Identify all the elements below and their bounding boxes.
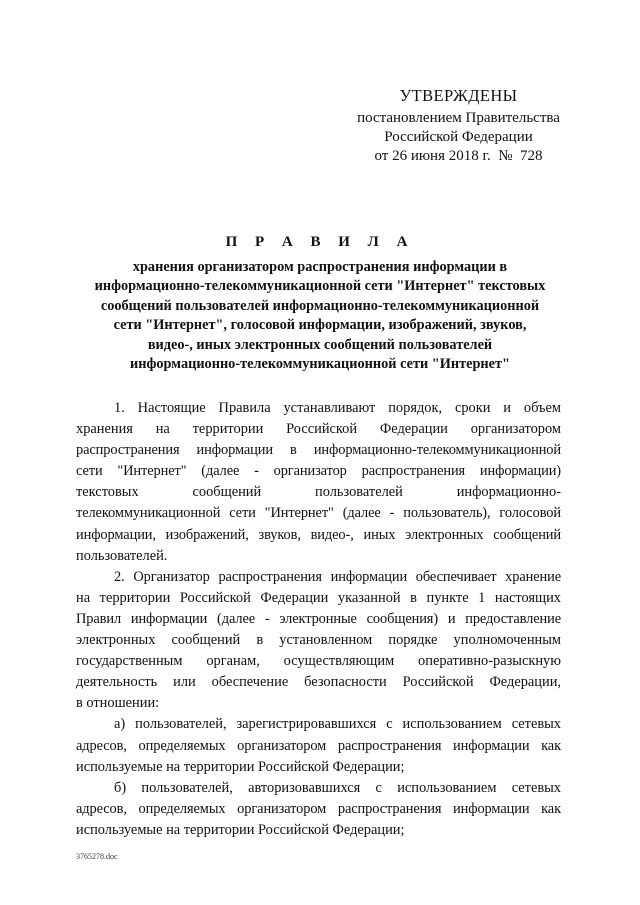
text-line: информации, изображений, звуков, видео-, иных электронных сообщений bbox=[76, 526, 561, 543]
text-line: текстовых сообщений пользователей информационно- bbox=[76, 484, 561, 501]
text-line: телекоммуникационной сети "Интернет" (далее - пользователь), голосовой bbox=[76, 505, 561, 522]
paragraph-4 bbox=[76, 778, 561, 841]
text-line: в отношении: bbox=[76, 695, 160, 712]
subtitle-line: сети "Интернет", голосовой информации, изображений, звуков, bbox=[113, 317, 527, 334]
paragraph-2 bbox=[76, 567, 561, 715]
document-body bbox=[76, 398, 561, 841]
text-line: используемые на территории Российской Федерации; bbox=[76, 758, 405, 775]
subtitle-line: информационно-телекоммуникационной сети "Интернет" текстовых bbox=[94, 278, 546, 295]
subtitle-line: сообщений пользователей информационно-телекоммуникационной bbox=[100, 297, 540, 314]
text-line: адресов, определяемых организатором распространения информации как bbox=[76, 800, 561, 817]
text-line: б) пользователей, авторизовавшихся с использованием сетевых bbox=[114, 779, 561, 796]
subtitle-line: видео-, иных электронных сообщений пользователей bbox=[147, 336, 493, 353]
approval-block bbox=[336, 85, 581, 166]
file-name-footer: 3765278.doc bbox=[76, 852, 118, 861]
text-line: а) пользователей, зарегистрировавшихся с использованием сетевых bbox=[114, 716, 561, 733]
text-line: электронных сообщений в установленном порядке уполномоченным bbox=[76, 632, 561, 649]
subtitle-line: хранения организатором распространения информации в bbox=[132, 259, 508, 275]
document-subtitle bbox=[80, 258, 560, 374]
text-line: Правил информации (далее - электронные сообщения) и предоставление bbox=[76, 610, 561, 627]
subtitle-line: информационно-телекоммуникационной сети "Интернет" bbox=[130, 356, 510, 373]
text-line: сети "Интернет" (далее - организатор распространения информации) bbox=[76, 463, 561, 480]
approval-heading: УТВЕРЖДЕНЫ bbox=[399, 86, 518, 105]
paragraph-3 bbox=[76, 714, 561, 777]
text-line: государственным органам, осуществляющим оперативно-разыскную bbox=[76, 653, 561, 670]
text-line: распространения информации в информационно-телекоммуникационной bbox=[76, 442, 561, 459]
document-title: П Р А В И Л А bbox=[225, 234, 415, 250]
approval-line: Российской Федерации bbox=[384, 129, 533, 145]
approval-line: постановлением Правительства bbox=[357, 110, 560, 126]
text-line: на территории Российской Федерации указанной в пункте 1 настоящих bbox=[76, 589, 561, 606]
approval-date-line: от 26 июня 2018 г. № 728 bbox=[374, 148, 543, 164]
paragraph-1 bbox=[76, 398, 561, 567]
text-line: деятельность или обеспечение безопасности Российской Федерации, bbox=[76, 674, 561, 691]
text-line: 2. Организатор распространения информации обеспечивает хранение bbox=[114, 568, 561, 585]
text-line: хранения на территории Российской Федерации организатором bbox=[76, 421, 561, 438]
text-line: пользователей. bbox=[76, 547, 168, 564]
text-line: 1. Настоящие Правила устанавливают порядок, сроки и объем bbox=[114, 400, 561, 416]
text-line: адресов, определяемых организатором распространения информации как bbox=[76, 737, 561, 754]
text-line: используемые на территории Российской Федерации; bbox=[76, 821, 405, 838]
